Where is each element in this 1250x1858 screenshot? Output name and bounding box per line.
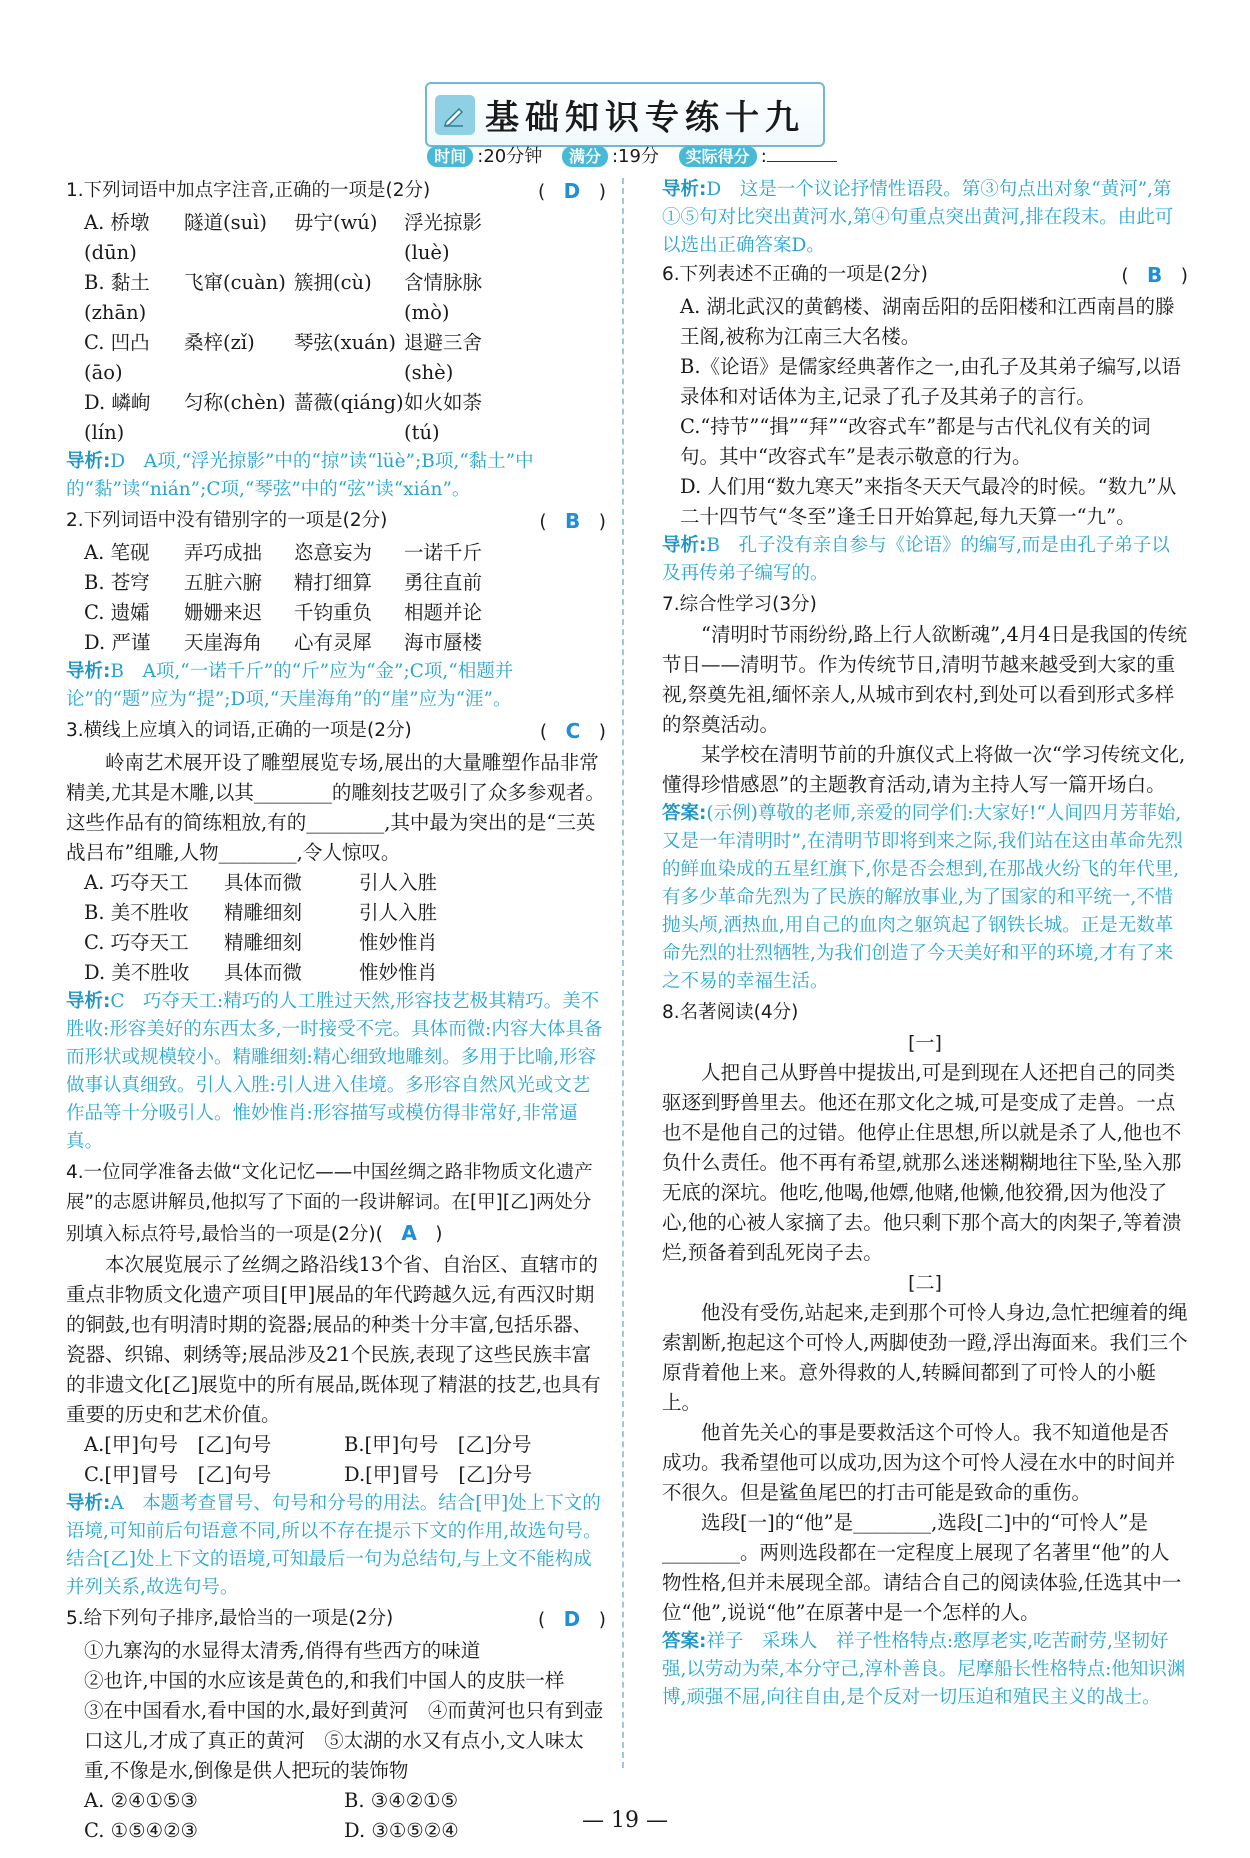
q5-line-1: ①九寨沟的水显得太清秀,俏得有些西方的味道	[84, 1639, 481, 1662]
question-2	[66, 506, 606, 714]
q6-answer: B	[1147, 263, 1163, 287]
q2-answer-box: ( B )	[539, 509, 606, 533]
page-number: — 19 —	[582, 1808, 668, 1833]
title-box	[425, 82, 825, 147]
q3-option-b: B. 美不胜收 精雕细刻 引人入胜	[84, 901, 438, 924]
question-1	[66, 176, 606, 504]
score-tag: 满分	[562, 146, 608, 167]
q1-answer: D	[563, 179, 581, 203]
q3-option-a: A. 巧夺天工 具体而微 引人入胜	[84, 871, 438, 894]
q8-section-2a: 他没有受伤,站起来,走到那个可怜人身边,急忙把缠着的绳索割断,抱起这个可怜人,两脚使劲一蹬,浮出海面来。我们三个原背着他上来。意外得救的人,转瞬间都到了可怜人的小艇上。	[662, 1301, 1188, 1414]
q5-line-3: ③在中国看水,看中国的水,最好到黄河 ④而黄河也只有到壶口这儿,才成了真正的黄河 ⑤太湖的水又有点小,文人味太重,不像是水,倒像是供人把玩的装饰物	[84, 1699, 604, 1782]
q2-option-a: A. 笔砚 弄巧成拙 恣意妄为 一诺千斤	[84, 541, 483, 564]
score-value: :19分	[611, 146, 659, 167]
q4-options-row2: C.[甲]冒号 [乙]句号 D.[甲]冒号 [乙]分号	[84, 1463, 533, 1486]
q1-note: 导析:D A项,“浮光掠影”中的“掠”读“lüè”;B项,“黏土”中的“黏”读“nián”;C项,“琴弦”中的“弦”读“xián”。	[66, 451, 534, 500]
title-area	[0, 82, 1250, 147]
page-title: 基础知识专练十九	[485, 98, 805, 138]
q4-answer-box: ( A )	[375, 1221, 443, 1245]
q3-answer-box: ( C )	[539, 719, 606, 743]
q7-passage-1: “清明时节雨纷纷,路上行人欲断魂”,4月4日是我国的传统节日——清明节。作为传统节日,清明节越来越受到大家的重视,祭奠先祖,缅怀亲人,从城市到农村,到处可以看到形式多样的祭奠活动。	[662, 623, 1188, 736]
q4-note: 导析:A 本题考查冒号、句号和分号的用法。结合[甲]处上下文的语境,可知前后句语意不同,所以不存在提示下文的作用,故选句号。结合[乙]处上下文的语境,可知最后一句为总结句,与上文不能构成并列关系,故选句号。	[66, 1493, 602, 1598]
q2-note: 导析:B A项,“一诺千斤”的“斤”应为“金”;C项,“相题并论”的“题”应为“提”;D项,“天崖海角”的“崖”应为“涯”。	[66, 661, 514, 710]
question-3	[66, 716, 606, 1156]
q3-passage: 岭南艺术展开设了雕塑展览专场,展出的大量雕塑作品非常精美,尤其是木雕,以其________的雕刻技艺吸引了众多参观者。这些作品有的简练粗放,有的________,其中最为突出的是“三英战吕布”组雕,人物________,令人惊叹。	[66, 751, 605, 864]
actual-tag: 实际得分	[679, 146, 757, 167]
q7-answer: 答案:(示例)尊敬的老师,亲爱的同学们:大家好!“人间四月芳菲始,又是一年清明时”,在清明节即将到来之际,我们站在这由革命先烈的鲜血染成的五星红旗下,你是否会想到,在那战火纷飞的年代里,有多少革命先烈为了民族的解放事业,为了国家的和平统一,不惜抛头颅,洒热血,用自己的血肉之躯筑起了钢铁长城。正是无数革命先烈的壮烈牺牲,为我们创造了今天美好和平的环境,才有了来之不易的幸福生活。	[662, 803, 1183, 992]
q8-section-2b: 他首先关心的事是要救活这个可怜人。我不知道他是否成功。我希望他可以成功,因为这个可怜人浸在水中的时间并不很久。但是鲨鱼尾巴的打击可能是致命的重伤。	[662, 1421, 1176, 1504]
q7-stem: 7.综合性学习(3分)	[662, 594, 817, 615]
q8-answer: 答案:祥子 采珠人 祥子性格特点:憨厚老实,吃苦耐劳,坚韧好强,以劳动为荣,本分守己,淳朴善良。尼摩船长性格特点:他知识渊博,顽强不屈,向往自由,是个反对一切压迫和殖民主义的战士。	[662, 1631, 1186, 1708]
q8-section-1-title: [一]	[908, 1032, 942, 1054]
q2-answer: B	[565, 509, 581, 533]
q2-option-b: B. 苍穹 五脏六腑 精打细算 勇往直前	[84, 571, 483, 594]
q3-option-c: C. 巧夺天工 精雕细刻 惟妙惟肖	[84, 931, 438, 954]
time-value: :20分钟	[477, 146, 543, 167]
q8-section-2-title: [二]	[908, 1272, 942, 1294]
q2-stem: 2.下列词语中没有错别字的一项是(2分)	[66, 510, 388, 531]
actual-value: :	[760, 146, 767, 167]
q1-option-c: C. 凹凸(āo) 桑梓(zǐ) 琴弦(xuán) 退避三舍(shè)	[84, 331, 483, 384]
q6-option-b: B.《论语》是儒家经典著作之一,由孔子及其弟子编写,以语录体和对话体为主,记录了孔子及其弟子的言行。	[680, 355, 1181, 408]
q8-section-1: 人把自己从野兽中提拔出,可是到现在人还把自己的同类驱逐到野兽里去。他还在那文化之城,可是变成了走兽。一点也不是他自己的过错。他停止住思想,所以就是杀了人,他也不负什么责任。他不再有希望,就那么迷迷糊糊地往下坠,坠入那无底的深坑。他吃,他喝,他嫖,他赌,他懒,他狡猾,因为他没了心,他的心被人家摘了去。他只剩下那个高大的肉架子,等着溃烂,预备着到乱死岗子去。	[662, 1061, 1182, 1264]
column-divider	[622, 178, 624, 1768]
q4-passage: 本次展览展示了丝绸之路沿线13个省、自治区、直辖市的重点非物质文化遗产项目[甲]展品的年代跨越久远,有西汉时期的铜鼓,也有明清时期的瓷器;展品的种类十分丰富,包括乐器、瓷器、织锦、刺绣等;展品涉及21个民族,表现了这些民族丰富的非遗文化[乙]展览中的所有展品,既体现了精湛的技艺,也具有重要的历史和艺术价值。	[66, 1253, 601, 1426]
q3-option-d: D. 美不胜收 具体而微 惟妙惟肖	[84, 961, 438, 984]
q7-passage-2: 某学校在清明节前的升旗仪式上将做一次“学习传统文化,懂得珍惜感恩”的主题教育活动,请为主持人写一篇开场白。	[662, 743, 1186, 796]
question-7	[662, 590, 1188, 996]
q3-stem: 3.横线上应填入的词语,正确的一项是(2分)	[66, 720, 412, 741]
q6-option-d: D. 人们用“数九寒天”来指冬天天气最冷的时候。“数九”从二十四节气“冬至”逢壬日开始算起,每九天算一“九”。	[680, 475, 1177, 528]
meta-row	[0, 142, 1250, 168]
question-8	[662, 998, 1188, 1712]
q4-answer: A	[401, 1221, 417, 1245]
q8-stem: 8.名著阅读(4分)	[662, 1002, 799, 1023]
q4-options-row1: A.[甲]句号 [乙]句号 B.[甲]句号 [乙]分号	[84, 1433, 532, 1456]
q6-option-c: C.“持节”“揖”“拜”“改容式车”都是与古代礼仪有关的词句。其中“改容式车”是表示敬意的行为。	[680, 415, 1151, 468]
right-column	[662, 176, 1188, 1714]
time-tag: 时间	[427, 146, 473, 167]
q3-note: 导析:C 巧夺天工:精巧的人工胜过天然,形容技艺极其精巧。美不胜收:形容美好的东西太多,一时接受不完。具体而微:内容大体具备而形状或规模较小。精雕细刻:精心细致地雕刻。多用于比喻,形容做事认真细致。引人入胜:引人进入佳境。多形容自然风光或文艺作品等十分吸引人。惟妙惟肖:形容描写或模仿得非常好,非常逼真。	[66, 991, 603, 1152]
q5-line-2: ②也许,中国的水应该是黄色的,和我们中国人的皮肤一样	[84, 1669, 565, 1692]
q5-answer-box: ( D )	[537, 1607, 606, 1631]
q1-option-d: D. 嶙峋(lín) 匀称(chèn) 蔷薇(qiáng) 如火如荼(tú)	[84, 391, 483, 444]
q1-option-a: A. 桥墩(dūn) 隧道(suì) 毋宁(wú) 浮光掠影(luè)	[84, 211, 483, 264]
actual-blank[interactable]	[767, 145, 837, 162]
pencil-icon	[435, 95, 475, 135]
left-column	[66, 176, 606, 1848]
q5-answer: D	[563, 1607, 581, 1631]
q5-options-row2: C. ①⑤④②③ D. ③①⑤②④	[84, 1819, 459, 1842]
q3-answer: C	[565, 719, 581, 743]
q5-stem: 5.给下列句子排序,最恰当的一项是(2分)	[66, 1608, 394, 1629]
q1-option-b: B. 黏土(zhān) 飞窜(cuàn) 簇拥(cù) 含情脉脉(mò)	[84, 271, 483, 324]
q5-options-row1: A. ②④①⑤③ B. ③④②①⑤	[84, 1789, 459, 1812]
question-6	[662, 260, 1188, 588]
q6-note: 导析:B 孔子没有亲自参与《论语》的编写,而是由孔子弟子以及再传弟子编写的。	[662, 535, 1170, 584]
question-4	[66, 1158, 606, 1602]
q1-stem: 1.下列词语中加点字注音,正确的一项是(2分)	[66, 180, 431, 201]
q8-question: 选段[一]的“他”是________,选段[二]中的“可怜人”是________。两则选段都在一定程度上展现了名著里“他”的人物性格,但并未展现全部。请结合自己的阅读体验,任选其中一位“他”,说说“他”在原著中是一个怎样的人。	[662, 1511, 1182, 1624]
q6-stem: 6.下列表述不正确的一项是(2分)	[662, 264, 928, 285]
q1-answer-box: ( D )	[537, 179, 606, 203]
q2-option-d: D. 严谨 天崖海角 心有灵犀 海市蜃楼	[84, 631, 483, 654]
q4-stem: 4.一位同学准备去做“文化记忆——中国丝绸之路非物质文化遗产展”的志愿讲解员,他拟写了下面的一段讲解词。在[甲][乙]两处分别填入标点符号,最恰当的一项是(2分)( A )	[66, 1162, 593, 1245]
q2-option-c: C. 遗孀 姗姗来迟 千钧重负 相题并论	[84, 601, 483, 624]
q6-option-a: A. 湖北武汉的黄鹤楼、湖南岳阳的岳阳楼和江西南昌的滕王阁,被称为江南三大名楼。	[680, 295, 1175, 348]
q6-answer-box: ( B )	[1121, 263, 1188, 287]
q5-note: 导析:D 这是一个议论抒情性语段。第③句点出对象“黄河”,第①⑤句对比突出黄河水,第④句重点突出黄河,排在段末。由此可以选出正确答案D。	[662, 179, 1174, 256]
